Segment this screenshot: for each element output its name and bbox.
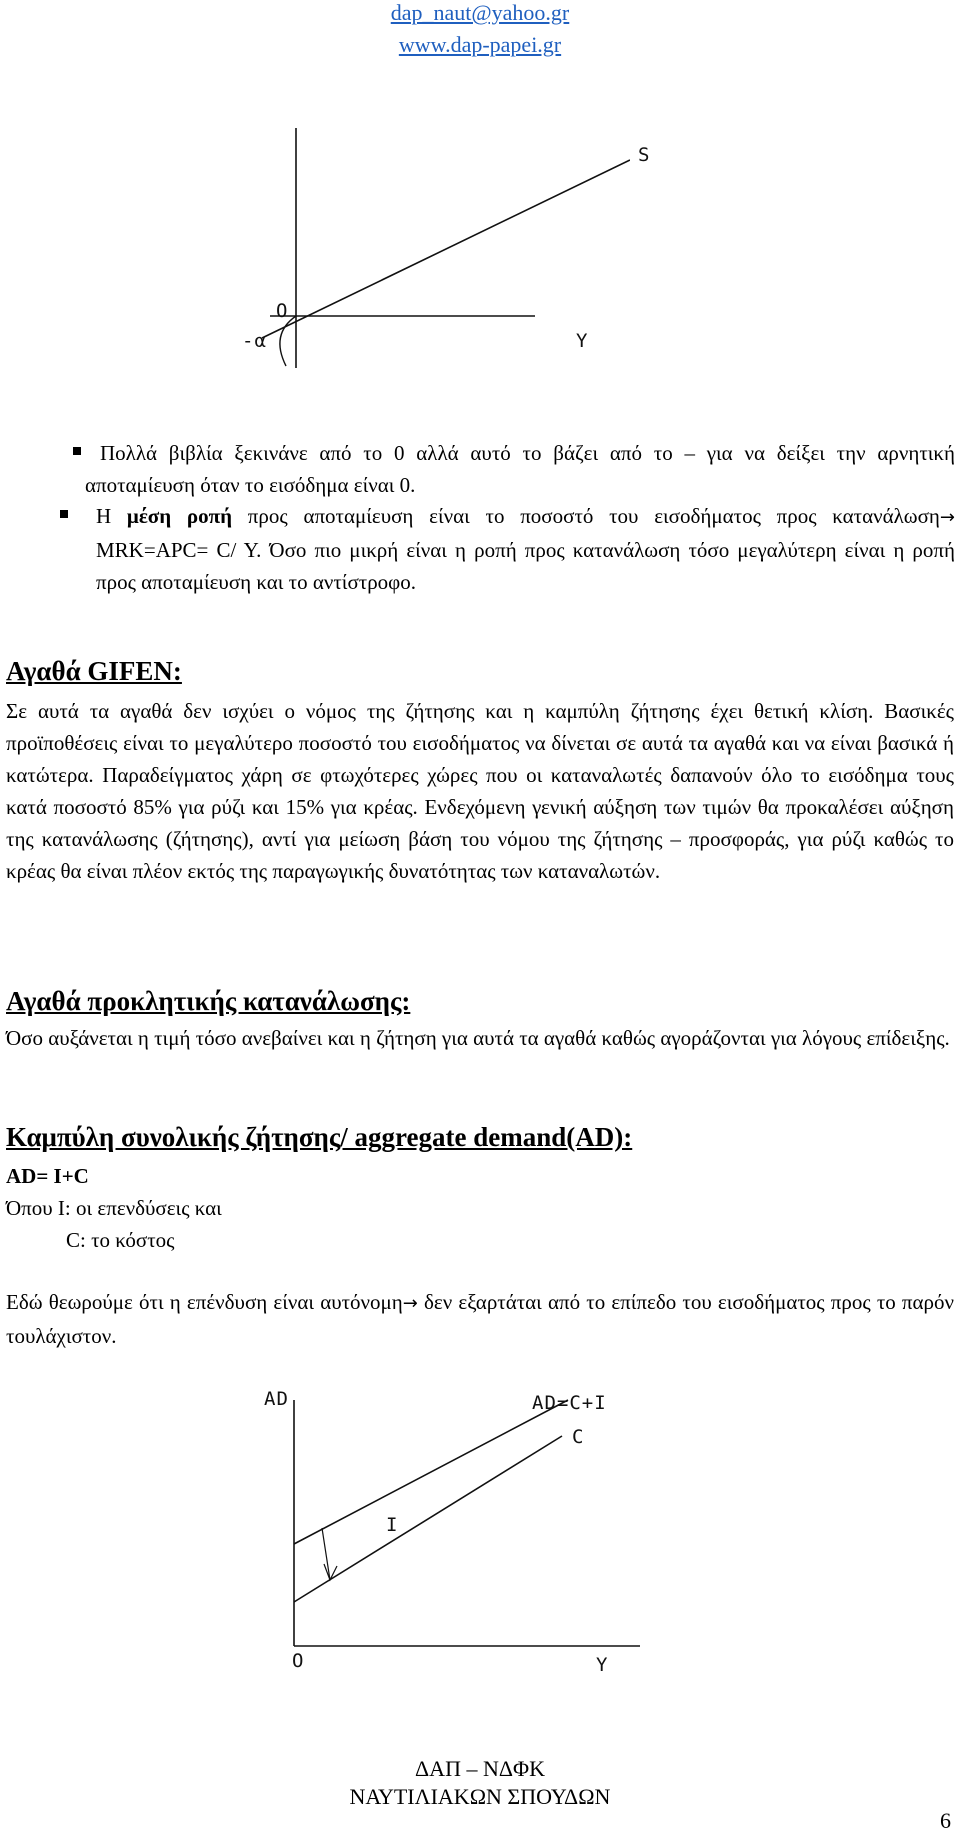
ad-where-cost: C: το κόστος — [66, 1228, 175, 1252]
ad-consumption-line — [294, 1436, 562, 1602]
ad-note-prefix: Εδώ θεωρούμε ότι η επένδυση είναι αυτόνομη — [6, 1290, 403, 1314]
bullet-1-text: Πολλά βιβλία ξεκινάνε από το 0 αλλά αυτό το βάζει από το – για να δείξει την αρνητική αποταμίευση όταν το εισόδημα είναι 0. — [85, 441, 955, 497]
page-number: 6 — [940, 1808, 951, 1833]
header-website-link[interactable]: www.dap-papei.gr — [398, 32, 562, 57]
bullet-2-middle: προς αποταμίευση είναι το ποσοστό του εισοδήματος προς κατανάλωση — [232, 504, 940, 528]
ad-investment-gap-marker — [322, 1528, 330, 1580]
bullet-2-prefix: Η — [96, 504, 127, 528]
ad-label-y: Y — [596, 1654, 609, 1676]
ad-label-adci: AD=C+I — [532, 1392, 607, 1414]
ad-gap-arrow-icon — [324, 1564, 337, 1580]
footer-line-1: ΔΑΠ – ΝΔΦΚ — [415, 1756, 545, 1781]
savings-figure-svg — [230, 120, 630, 380]
bullet-marker-1 — [73, 447, 81, 455]
ad-investment-note — [6, 1286, 954, 1352]
ad-where-investment: Όπου Ι: οι επενδύσεις και — [6, 1196, 222, 1220]
bullet-2-suffix: MRK=APC= C/ Y. Όσο πιο μικρή είναι η ροπή προς κατανάλωση τόσο μεγαλύτερη είναι η ροπή προς αποταμίευση και το αντίστροφο. — [96, 538, 955, 594]
gifen-heading: Αγαθά GIFEN: — [6, 656, 182, 686]
ad-label-i: I — [386, 1514, 399, 1536]
ad-formula: AD= I+C — [6, 1164, 89, 1188]
footer-line-2: ΝΑΥΤΙΛΙΑΚΩΝ ΣΠΟΥΔΩΝ — [349, 1784, 611, 1809]
conspicuous-body: Όσο αυξάνεται η τιμή τόσο ανεβαίνει και η ζήτηση για αυτά τα αγαθά καθώς αγοράζονται για λόγους επίδειξης. — [6, 1026, 950, 1050]
savings-label-origin: O — [276, 300, 289, 322]
right-arrow-icon: → — [402, 1293, 418, 1314]
savings-label-y: Y — [576, 330, 589, 352]
ad-figure — [250, 1380, 670, 1680]
aggregate-heading: Καμπύλη συνολικής ζήτησης/ aggregate demand(AD): — [6, 1122, 633, 1152]
right-arrow-icon: → — [939, 507, 955, 528]
bullet-item-negative-saving — [85, 437, 955, 501]
savings-function-line — [262, 160, 630, 338]
savings-figure — [230, 120, 651, 380]
ad-label-ad: AD — [264, 1388, 289, 1410]
gifen-body: Σε αυτά τα αγαθά δεν ισχύει ο νόμος της ζήτησης και η καμπύλη ζήτησης έχει θετική κλίση. Βασικές προϊποθέσεις είναι το μεγαλύτερο ποσοστό του εισοδήματος να δίνεται σε αυτά τα αγαθά και να είναι βασικά ή κατώτερα. Παραδείγματος χάρη σε φτωχότερες χώρες που οι καταναλωτές δαπανούν όλο το εισόδημα τους κατά ποσοστό 85% για ρύζι και 15% για κρέας. Ενδεχόμενη γενική αύξηση των τιμών θα προκαλέσει αύξηση της κατανάλωσης (ζήτησης), αντί για μείωση βάση του νόμου της ζήτησης – προσφοράς, για ρύζι καθώς το κρέας θα είναι πλέον εκτός της παραγωγικής δυνατότητας των καταναλωτών. — [6, 699, 954, 883]
ad-total-line — [294, 1400, 568, 1544]
ad-label-origin: O — [292, 1650, 305, 1672]
ad-label-c: C — [572, 1426, 585, 1448]
conspicuous-heading: Αγαθά προκλητικής κατανάλωσης: — [6, 986, 411, 1016]
ad-note-suffix: δεν εξαρτάται από το επίπεδο του εισοδήματος προς το παρόν τουλάχιστον. — [6, 1290, 954, 1348]
bullet-marker-2 — [60, 510, 68, 518]
header-email-link[interactable]: dap_naut@yahoo.gr — [390, 0, 570, 25]
savings-label-s: S — [638, 144, 651, 166]
bullet-2-bold-term: μέση ροπή — [126, 504, 233, 528]
savings-label-neg-a: -α — [242, 330, 267, 352]
ad-figure-svg — [250, 1380, 670, 1680]
bullet-item-average-propensity — [96, 500, 955, 598]
